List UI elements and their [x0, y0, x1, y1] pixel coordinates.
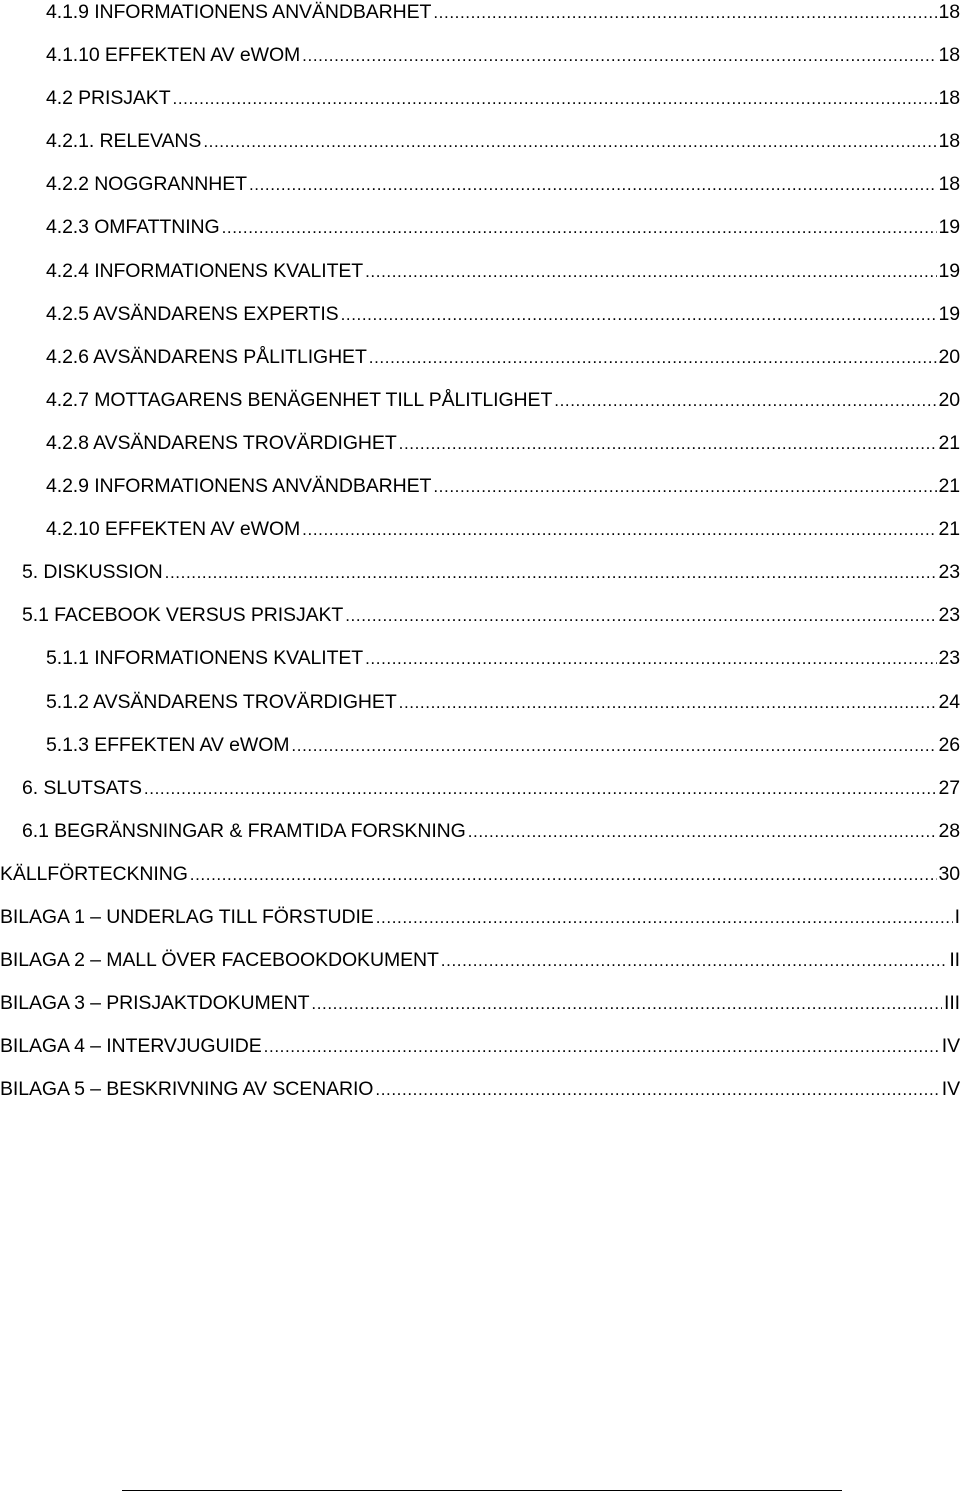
toc-dot-leader	[365, 650, 936, 667]
toc-entry[interactable]	[0, 905, 960, 948]
toc-entry-page: 20	[938, 345, 960, 368]
toc-dot-leader	[190, 866, 937, 883]
toc-entry[interactable]	[0, 1077, 960, 1120]
toc-dot-leader	[345, 607, 936, 624]
toc-entry-page: III	[944, 992, 960, 1015]
toc-entry-title: KÄLLFÖRTECKNING	[0, 862, 188, 885]
toc-entry-title: 4.1.10 EFFEKTEN AV eWOM	[46, 44, 301, 67]
toc-dot-leader	[165, 564, 937, 581]
toc-dot-leader	[369, 349, 937, 366]
toc-entry-title: BILAGA 4 – INTERVJUGUIDE	[0, 1035, 262, 1058]
toc-entry-title: 5.1.1 INFORMATIONENS KVALITET	[46, 647, 364, 670]
toc-entry-title: 4.2.10 EFFEKTEN AV eWOM	[46, 518, 301, 541]
toc-entry-page: 19	[938, 259, 960, 282]
toc-entry-title: 4.2.5 AVSÄNDARENS EXPERTIS	[46, 302, 339, 325]
toc-entry[interactable]	[0, 302, 960, 345]
toc-dot-leader	[376, 909, 953, 926]
toc-entry[interactable]	[0, 517, 960, 560]
toc-entry-title: BILAGA 5 – BESKRIVNING AV SCENARIO	[0, 1078, 374, 1101]
toc-entry-page: 18	[938, 87, 960, 110]
toc-entry[interactable]	[0, 86, 960, 129]
toc-entry[interactable]	[0, 819, 960, 862]
toc-entry[interactable]	[0, 603, 960, 646]
toc-dot-leader	[264, 1038, 940, 1055]
toc-entry-page: 24	[938, 690, 960, 713]
toc-entry-title: 5.1.3 EFFEKTEN AV eWOM	[46, 733, 290, 756]
toc-entry[interactable]	[0, 948, 960, 991]
toc-entry-page: 21	[938, 475, 960, 498]
toc-entry[interactable]	[0, 776, 960, 819]
toc-entry-title: BILAGA 2 – MALL ÖVER FACEBOOKDOKUMENT	[0, 949, 439, 972]
toc-entry-page: 19	[938, 216, 960, 239]
toc-entry-page: 28	[938, 819, 960, 842]
toc-entry-title: 5.1 FACEBOOK VERSUS PRISJAKT	[22, 604, 344, 627]
toc-entry[interactable]	[0, 991, 960, 1034]
toc-dot-leader	[311, 995, 942, 1012]
toc-entry-title: 4.2.7 MOTTAGARENS BENÄGENHET TILL PÅLITLIGHET	[46, 388, 553, 411]
toc-dot-leader	[441, 952, 948, 969]
toc-entry[interactable]	[0, 1034, 960, 1077]
toc-dot-leader	[375, 1081, 939, 1098]
toc-dot-leader	[144, 780, 937, 797]
toc-entry-page: 27	[938, 776, 960, 799]
toc-dot-leader	[222, 219, 937, 236]
toc-entry-title: 5.1.2 AVSÄNDARENS TROVÄRDIGHET	[46, 690, 397, 713]
toc-dot-leader	[302, 521, 936, 538]
toc-entry-title: 6.1 BEGRÄNSNINGAR & FRAMTIDA FORSKNING	[22, 819, 466, 842]
toc-entry-page: 20	[938, 388, 960, 411]
footer-rule	[122, 1490, 842, 1491]
toc-entry[interactable]	[0, 690, 960, 733]
toc-entry-title: BILAGA 1 – UNDERLAG TILL FÖRSTUDIE	[0, 905, 374, 928]
toc-entry-page: 23	[938, 604, 960, 627]
toc-dot-leader	[291, 737, 936, 754]
toc-entry[interactable]	[0, 388, 960, 431]
toc-entry-page: 18	[938, 44, 960, 67]
toc-entry[interactable]	[0, 474, 960, 517]
toc-entry[interactable]	[0, 345, 960, 388]
toc-dot-leader	[203, 133, 936, 150]
toc-entry-page: 30	[938, 862, 960, 885]
toc-entry-page: 21	[938, 431, 960, 454]
toc-entry[interactable]	[0, 43, 960, 86]
toc-entry[interactable]	[0, 733, 960, 776]
toc-dot-leader	[341, 306, 937, 323]
toc-entry-title: 4.2.6 AVSÄNDARENS PÅLITLIGHET	[46, 345, 367, 368]
toc-dot-leader	[468, 823, 937, 840]
toc-entry-title: 6. SLUTSATS	[22, 776, 142, 799]
toc-entry[interactable]	[0, 862, 960, 905]
toc-entry[interactable]	[0, 129, 960, 172]
toc-entry-page: IV	[941, 1078, 960, 1101]
toc-entry-page: 23	[938, 561, 960, 584]
toc-dot-leader	[249, 176, 937, 193]
toc-entry[interactable]	[0, 172, 960, 215]
toc-entry-title: 5. DISKUSSION	[22, 561, 163, 584]
toc-entry-page: II	[949, 949, 960, 972]
toc-entry-title: 4.2.9 INFORMATIONENS ANVÄNDBARHET	[46, 475, 432, 498]
toc-entry[interactable]	[0, 646, 960, 689]
toc-dot-leader	[399, 694, 937, 711]
toc-entry[interactable]	[0, 259, 960, 302]
toc-dot-leader	[173, 90, 937, 107]
toc-entry[interactable]	[0, 560, 960, 603]
toc-entry-title: 4.2.4 INFORMATIONENS KVALITET	[46, 259, 364, 282]
toc-entry-title: 4.2.3 OMFATTNING	[46, 216, 220, 239]
toc-entry[interactable]	[0, 0, 960, 43]
toc-entry-page: 18	[938, 130, 960, 153]
toc-entry-page: 18	[938, 1, 960, 23]
toc-dot-leader	[433, 4, 936, 21]
toc-entry-title: 4.1.9 INFORMATIONENS ANVÄNDBARHET	[46, 1, 432, 23]
toc-entry-title: BILAGA 3 – PRISJAKTDOKUMENT	[0, 992, 310, 1015]
toc-entry[interactable]	[0, 431, 960, 474]
toc-entry-title: 4.2.8 AVSÄNDARENS TROVÄRDIGHET	[46, 431, 397, 454]
toc-dot-leader	[302, 47, 936, 64]
toc-dot-leader	[365, 263, 936, 280]
toc-dot-leader	[554, 392, 936, 409]
toc-dot-leader	[399, 435, 937, 452]
toc-entry-page: I	[954, 905, 960, 928]
toc-entry[interactable]	[0, 215, 960, 258]
toc-entry-title: 4.2.2 NOGGRANNHET	[46, 173, 247, 196]
toc-entry-page: 18	[938, 173, 960, 196]
toc-entry-title: 4.2 PRISJAKT	[46, 87, 171, 110]
toc-dot-leader	[433, 478, 936, 495]
toc-entry-page: IV	[941, 1035, 960, 1058]
toc-entry-page: 26	[938, 733, 960, 756]
toc-entry-title: 4.2.1. RELEVANS	[46, 130, 202, 153]
toc-entry-page: 19	[938, 302, 960, 325]
toc-entry-page: 21	[938, 518, 960, 541]
toc-entry-page: 23	[938, 647, 960, 670]
